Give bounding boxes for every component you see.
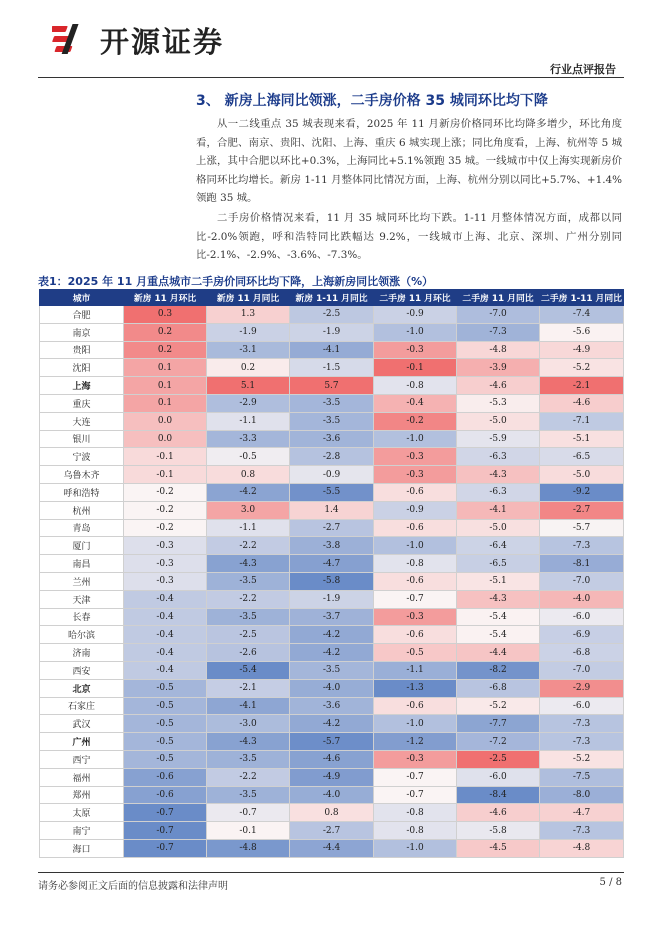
value-cell-second-mom: -0.1 <box>374 359 457 377</box>
value-cell-new-ytd: -4.2 <box>290 626 374 644</box>
header-new-mom: 新房 11 月环比 <box>124 290 207 306</box>
value-cell-second-yoy: -6.8 <box>457 679 540 697</box>
value-cell-second-yoy: -5.1 <box>457 572 540 590</box>
value-cell-new-yoy: -3.5 <box>207 608 290 626</box>
table-row <box>40 822 624 840</box>
city-cell: 乌鲁木齐 <box>40 466 124 484</box>
value-cell-second-yoy: -5.4 <box>457 626 540 644</box>
table-row <box>40 804 624 822</box>
value-cell-second-yoy: -8.4 <box>457 786 540 804</box>
logo-text: 开源证券 <box>100 24 225 59</box>
city-cell: 厦门 <box>40 537 124 555</box>
value-cell-new-ytd: -3.8 <box>290 537 374 555</box>
value-cell-new-ytd: -2.8 <box>290 448 374 466</box>
value-cell-new-yoy: -5.4 <box>207 661 290 679</box>
value-cell-new-mom: -0.3 <box>124 555 207 573</box>
value-cell-new-yoy: -4.8 <box>207 839 290 857</box>
city-cell: 兰州 <box>40 572 124 590</box>
value-cell-second-ytd: -7.5 <box>540 768 624 786</box>
city-cell: 北京 <box>40 679 124 697</box>
city-cell: 合肥 <box>40 306 124 324</box>
value-cell-second-ytd: -2.9 <box>540 679 624 697</box>
value-cell-second-mom: -1.1 <box>374 661 457 679</box>
table-row <box>40 733 624 751</box>
value-cell-second-yoy: -3.9 <box>457 359 540 377</box>
value-cell-new-yoy: -2.2 <box>207 537 290 555</box>
footer-disclaimer: 请务必参阅正文后面的信息披露和法律声明 <box>38 881 228 892</box>
city-cell: 大连 <box>40 412 124 430</box>
value-cell-new-mom: 0.1 <box>124 394 207 412</box>
value-cell-second-yoy: -6.3 <box>457 483 540 501</box>
value-cell-new-ytd: 1.4 <box>290 501 374 519</box>
value-cell-second-ytd: -6.8 <box>540 644 624 662</box>
value-cell-new-mom: 0.1 <box>124 359 207 377</box>
footer-divider <box>38 872 624 873</box>
table-row <box>40 555 624 573</box>
value-cell-second-ytd: -7.1 <box>540 412 624 430</box>
value-cell-new-yoy: 1.3 <box>207 306 290 324</box>
value-cell-second-yoy: -5.0 <box>457 519 540 537</box>
city-cell: 广州 <box>40 733 124 751</box>
value-cell-new-yoy: -3.3 <box>207 430 290 448</box>
header-second-mom: 二手房 11 月环比 <box>374 290 457 306</box>
value-cell-second-mom: -1.0 <box>374 537 457 555</box>
table-row <box>40 501 624 519</box>
value-cell-new-yoy: -2.6 <box>207 644 290 662</box>
value-cell-second-yoy: -6.3 <box>457 448 540 466</box>
city-cell: 重庆 <box>40 394 124 412</box>
table-row <box>40 750 624 768</box>
table-row <box>40 608 624 626</box>
value-cell-new-ytd: -4.6 <box>290 750 374 768</box>
value-cell-second-yoy: -5.4 <box>457 608 540 626</box>
table-row <box>40 590 624 608</box>
value-cell-new-ytd: -4.7 <box>290 555 374 573</box>
value-cell-new-yoy: -2.9 <box>207 394 290 412</box>
city-cell: 杭州 <box>40 501 124 519</box>
value-cell-new-yoy: -0.1 <box>207 822 290 840</box>
value-cell-new-ytd: -3.6 <box>290 697 374 715</box>
value-cell-new-mom: -0.5 <box>124 750 207 768</box>
value-cell-second-yoy: -7.2 <box>457 733 540 751</box>
value-cell-second-mom: -0.8 <box>374 822 457 840</box>
value-cell-second-mom: -0.3 <box>374 341 457 359</box>
value-cell-second-ytd: -7.3 <box>540 733 624 751</box>
value-cell-new-yoy: -2.2 <box>207 768 290 786</box>
value-cell-new-ytd: -1.9 <box>290 590 374 608</box>
table-header-row <box>40 290 624 306</box>
company-logo <box>52 20 224 60</box>
table-row <box>40 430 624 448</box>
city-cell: 石家庄 <box>40 697 124 715</box>
value-cell-second-ytd: -7.3 <box>540 537 624 555</box>
table-row <box>40 359 624 377</box>
value-cell-second-yoy: -4.6 <box>457 804 540 822</box>
value-cell-second-ytd: -7.3 <box>540 822 624 840</box>
city-cell: 南宁 <box>40 822 124 840</box>
value-cell-new-mom: -0.4 <box>124 608 207 626</box>
value-cell-new-ytd: -4.2 <box>290 644 374 662</box>
logo-mark-icon <box>52 20 92 60</box>
table-row <box>40 394 624 412</box>
report-type-label: 行业点评报告 <box>550 63 616 76</box>
value-cell-new-ytd: 0.8 <box>290 804 374 822</box>
value-cell-second-mom: -0.6 <box>374 626 457 644</box>
value-cell-new-yoy: -3.5 <box>207 572 290 590</box>
value-cell-new-yoy: -2.5 <box>207 626 290 644</box>
table-row <box>40 377 624 395</box>
value-cell-second-yoy: -5.3 <box>457 394 540 412</box>
value-cell-second-mom: -1.2 <box>374 733 457 751</box>
table-row <box>40 697 624 715</box>
header-new-yoy: 新房 11 月同比 <box>207 290 290 306</box>
value-cell-second-ytd: -4.7 <box>540 804 624 822</box>
value-cell-new-yoy: -1.9 <box>207 323 290 341</box>
value-cell-new-mom: -0.4 <box>124 644 207 662</box>
page-number: 5 / 8 <box>599 877 622 888</box>
city-cell: 南京 <box>40 323 124 341</box>
value-cell-second-yoy: -5.9 <box>457 430 540 448</box>
value-cell-new-mom: -0.5 <box>124 679 207 697</box>
value-cell-new-ytd: -3.5 <box>290 412 374 430</box>
value-cell-new-mom: -0.1 <box>124 448 207 466</box>
value-cell-second-ytd: -5.7 <box>540 519 624 537</box>
value-cell-second-ytd: -5.6 <box>540 323 624 341</box>
value-cell-second-yoy: -8.2 <box>457 661 540 679</box>
value-cell-new-mom: 0.3 <box>124 306 207 324</box>
value-cell-second-yoy: -4.3 <box>457 466 540 484</box>
table-row <box>40 483 624 501</box>
value-cell-second-ytd: -4.8 <box>540 839 624 857</box>
value-cell-second-mom: -1.0 <box>374 715 457 733</box>
value-cell-new-ytd: -1.5 <box>290 359 374 377</box>
city-cell: 银川 <box>40 430 124 448</box>
value-cell-second-ytd: -7.4 <box>540 306 624 324</box>
value-cell-second-ytd: -6.0 <box>540 608 624 626</box>
value-cell-new-yoy: -4.2 <box>207 483 290 501</box>
value-cell-second-ytd: -6.9 <box>540 626 624 644</box>
value-cell-new-yoy: 0.2 <box>207 359 290 377</box>
value-cell-new-mom: -0.6 <box>124 768 207 786</box>
value-cell-second-mom: -0.2 <box>374 412 457 430</box>
value-cell-new-mom: -0.2 <box>124 501 207 519</box>
value-cell-second-yoy: -4.8 <box>457 341 540 359</box>
value-cell-new-ytd: -2.7 <box>290 519 374 537</box>
city-cell: 郑州 <box>40 786 124 804</box>
table-row <box>40 839 624 857</box>
city-cell: 南昌 <box>40 555 124 573</box>
value-cell-new-ytd: -4.0 <box>290 679 374 697</box>
value-cell-second-mom: -0.8 <box>374 804 457 822</box>
value-cell-new-yoy: 0.8 <box>207 466 290 484</box>
value-cell-second-yoy: -7.3 <box>457 323 540 341</box>
price-change-table <box>39 289 624 858</box>
value-cell-second-mom: -0.8 <box>374 555 457 573</box>
table-row <box>40 679 624 697</box>
value-cell-new-yoy: -1.1 <box>207 412 290 430</box>
value-cell-new-mom: -0.4 <box>124 626 207 644</box>
value-cell-new-yoy: -2.1 <box>207 679 290 697</box>
value-cell-second-ytd: -6.5 <box>540 448 624 466</box>
value-cell-second-ytd: -4.0 <box>540 590 624 608</box>
value-cell-second-mom: -0.7 <box>374 786 457 804</box>
value-cell-new-ytd: -4.4 <box>290 839 374 857</box>
value-cell-new-mom: 0.2 <box>124 341 207 359</box>
value-cell-second-ytd: -4.9 <box>540 341 624 359</box>
value-cell-second-yoy: -6.0 <box>457 768 540 786</box>
value-cell-new-mom: 0.1 <box>124 377 207 395</box>
value-cell-new-yoy: -2.2 <box>207 590 290 608</box>
value-cell-new-ytd: -5.8 <box>290 572 374 590</box>
paragraph-second-hand: 二手房价格情况来看，11 月 35 城同环比均下跌。1-11 月整体情况方面，成都以同比-2.0%领跑，呼和浩特同比跌幅达 9.2%，一线城市上海、北京、深圳、广州分别同比-2.1%、-2.9%、-3.6%、-7.3%。 <box>196 212 622 261</box>
value-cell-second-ytd: -7.0 <box>540 661 624 679</box>
city-cell: 西安 <box>40 661 124 679</box>
table-row <box>40 537 624 555</box>
value-cell-second-mom: -0.9 <box>374 501 457 519</box>
value-cell-new-yoy: -0.5 <box>207 448 290 466</box>
value-cell-second-yoy: -5.8 <box>457 822 540 840</box>
value-cell-second-yoy: -4.4 <box>457 644 540 662</box>
table-caption: 表1：2025 年 11 月重点城市二手房价同环比均下降，上海新房同比领涨（%） <box>38 275 434 288</box>
city-cell: 福州 <box>40 768 124 786</box>
table-row <box>40 323 624 341</box>
table-row <box>40 341 624 359</box>
value-cell-new-ytd: -1.9 <box>290 323 374 341</box>
value-cell-new-mom: -0.7 <box>124 839 207 857</box>
value-cell-new-yoy: -4.1 <box>207 697 290 715</box>
city-cell: 宁波 <box>40 448 124 466</box>
value-cell-new-ytd: -3.6 <box>290 430 374 448</box>
city-cell: 上海 <box>40 377 124 395</box>
city-cell: 济南 <box>40 644 124 662</box>
city-cell: 哈尔滨 <box>40 626 124 644</box>
value-cell-second-ytd: -5.1 <box>540 430 624 448</box>
value-cell-second-mom: -0.7 <box>374 590 457 608</box>
value-cell-second-yoy: -4.1 <box>457 501 540 519</box>
value-cell-second-ytd: -8.1 <box>540 555 624 573</box>
value-cell-second-mom: -0.6 <box>374 697 457 715</box>
header-divider <box>38 77 624 78</box>
value-cell-new-ytd: -4.9 <box>290 768 374 786</box>
value-cell-second-mom: -0.6 <box>374 519 457 537</box>
section-title: 3、 新房上海同比领涨，二手房价格 35 城同环比均下降 <box>196 93 548 109</box>
value-cell-second-ytd: -7.3 <box>540 715 624 733</box>
value-cell-new-ytd: -5.7 <box>290 733 374 751</box>
value-cell-second-ytd: -5.2 <box>540 359 624 377</box>
header-new-ytd: 新房 1-11 月同比 <box>290 290 374 306</box>
paragraph-new-homes: 从一二线重点 35 城表现来看，2025 年 11 月新房价格同环比均降多增少，环比角度看，合肥、南京、贵阳、沈阳、上海、重庆 6 城实现上涨；同比角度看，上海、杭州等 5 城上涨，其中合肥以环比+0.3%，上海同比+5.1%领跑 35 城。一线城市中仅上海实现新房价格同环比均增长。新房 1-11 月整体同比情况方面，上海、杭州分别以同比+5.7%、+1.4%领跑 35 城。 <box>196 118 622 204</box>
value-cell-new-ytd: -3.5 <box>290 394 374 412</box>
table-row <box>40 768 624 786</box>
value-cell-new-ytd: -3.7 <box>290 608 374 626</box>
value-cell-new-ytd: 5.7 <box>290 377 374 395</box>
value-cell-new-yoy: -3.1 <box>207 341 290 359</box>
value-cell-second-yoy: -7.7 <box>457 715 540 733</box>
value-cell-second-ytd: -9.2 <box>540 483 624 501</box>
value-cell-new-mom: -0.4 <box>124 661 207 679</box>
value-cell-new-mom: -0.1 <box>124 466 207 484</box>
value-cell-second-mom: -0.6 <box>374 483 457 501</box>
value-cell-new-ytd: -4.1 <box>290 341 374 359</box>
value-cell-new-mom: -0.2 <box>124 519 207 537</box>
value-cell-second-yoy: -6.4 <box>457 537 540 555</box>
value-cell-second-ytd: -6.0 <box>540 697 624 715</box>
value-cell-new-mom: -0.3 <box>124 572 207 590</box>
value-cell-new-mom: -0.2 <box>124 483 207 501</box>
value-cell-second-mom: -1.0 <box>374 430 457 448</box>
value-cell-new-mom: -0.5 <box>124 697 207 715</box>
value-cell-new-mom: -0.6 <box>124 786 207 804</box>
value-cell-second-mom: -0.3 <box>374 608 457 626</box>
value-cell-second-yoy: -2.5 <box>457 750 540 768</box>
value-cell-new-mom: -0.5 <box>124 733 207 751</box>
table-row <box>40 448 624 466</box>
value-cell-new-ytd: -2.5 <box>290 306 374 324</box>
value-cell-new-mom: 0.0 <box>124 430 207 448</box>
value-cell-new-mom: -0.3 <box>124 537 207 555</box>
value-cell-second-mom: -0.9 <box>374 306 457 324</box>
city-cell: 沈阳 <box>40 359 124 377</box>
value-cell-second-mom: -1.3 <box>374 679 457 697</box>
table-row <box>40 412 624 430</box>
header-city: 城市 <box>40 290 124 306</box>
value-cell-second-yoy: -5.2 <box>457 697 540 715</box>
value-cell-second-yoy: -4.6 <box>457 377 540 395</box>
city-cell: 贵阳 <box>40 341 124 359</box>
value-cell-second-mom: -0.6 <box>374 572 457 590</box>
value-cell-second-mom: -1.0 <box>374 839 457 857</box>
city-cell: 呼和浩特 <box>40 483 124 501</box>
table-row <box>40 644 624 662</box>
value-cell-second-mom: -0.7 <box>374 768 457 786</box>
value-cell-new-yoy: 3.0 <box>207 501 290 519</box>
value-cell-second-ytd: -8.0 <box>540 786 624 804</box>
table-row <box>40 572 624 590</box>
value-cell-new-yoy: -3.0 <box>207 715 290 733</box>
value-cell-new-ytd: -4.2 <box>290 715 374 733</box>
value-cell-second-mom: -1.0 <box>374 323 457 341</box>
value-cell-second-yoy: -7.0 <box>457 306 540 324</box>
table-row <box>40 626 624 644</box>
value-cell-new-mom: -0.5 <box>124 715 207 733</box>
table-row <box>40 661 624 679</box>
value-cell-second-mom: -0.5 <box>374 644 457 662</box>
value-cell-new-ytd: -3.5 <box>290 661 374 679</box>
table-row <box>40 715 624 733</box>
table-row <box>40 519 624 537</box>
table-row <box>40 306 624 324</box>
value-cell-new-mom: -0.7 <box>124 804 207 822</box>
value-cell-new-yoy: 5.1 <box>207 377 290 395</box>
value-cell-new-mom: -0.7 <box>124 822 207 840</box>
value-cell-second-yoy: -6.5 <box>457 555 540 573</box>
value-cell-new-yoy: -0.7 <box>207 804 290 822</box>
value-cell-new-yoy: -4.3 <box>207 555 290 573</box>
value-cell-new-yoy: -1.1 <box>207 519 290 537</box>
value-cell-second-ytd: -4.6 <box>540 394 624 412</box>
value-cell-second-yoy: -5.0 <box>457 412 540 430</box>
value-cell-new-ytd: -5.5 <box>290 483 374 501</box>
value-cell-second-ytd: -2.7 <box>540 501 624 519</box>
value-cell-second-ytd: -7.0 <box>540 572 624 590</box>
city-cell: 青岛 <box>40 519 124 537</box>
value-cell-second-ytd: -2.1 <box>540 377 624 395</box>
city-cell: 西宁 <box>40 750 124 768</box>
value-cell-second-ytd: -5.0 <box>540 466 624 484</box>
value-cell-new-mom: 0.0 <box>124 412 207 430</box>
city-cell: 武汉 <box>40 715 124 733</box>
value-cell-second-mom: -0.3 <box>374 448 457 466</box>
value-cell-second-mom: -0.3 <box>374 750 457 768</box>
value-cell-new-mom: -0.4 <box>124 590 207 608</box>
city-cell: 太原 <box>40 804 124 822</box>
table-row <box>40 466 624 484</box>
value-cell-new-yoy: -3.5 <box>207 750 290 768</box>
value-cell-second-ytd: -5.2 <box>540 750 624 768</box>
table-row <box>40 786 624 804</box>
header-second-ytd: 二手房 1-11 月同比 <box>540 290 624 306</box>
city-cell: 天津 <box>40 590 124 608</box>
value-cell-second-yoy: -4.3 <box>457 590 540 608</box>
value-cell-second-mom: -0.3 <box>374 466 457 484</box>
value-cell-new-ytd: -2.7 <box>290 822 374 840</box>
value-cell-new-ytd: -0.9 <box>290 466 374 484</box>
value-cell-second-mom: -0.4 <box>374 394 457 412</box>
header-second-yoy: 二手房 11 月同比 <box>457 290 540 306</box>
value-cell-new-yoy: -4.3 <box>207 733 290 751</box>
value-cell-second-mom: -0.8 <box>374 377 457 395</box>
value-cell-new-ytd: -4.0 <box>290 786 374 804</box>
city-cell: 长春 <box>40 608 124 626</box>
value-cell-second-yoy: -4.5 <box>457 839 540 857</box>
city-cell: 海口 <box>40 839 124 857</box>
value-cell-new-yoy: -3.5 <box>207 786 290 804</box>
value-cell-new-mom: 0.2 <box>124 323 207 341</box>
